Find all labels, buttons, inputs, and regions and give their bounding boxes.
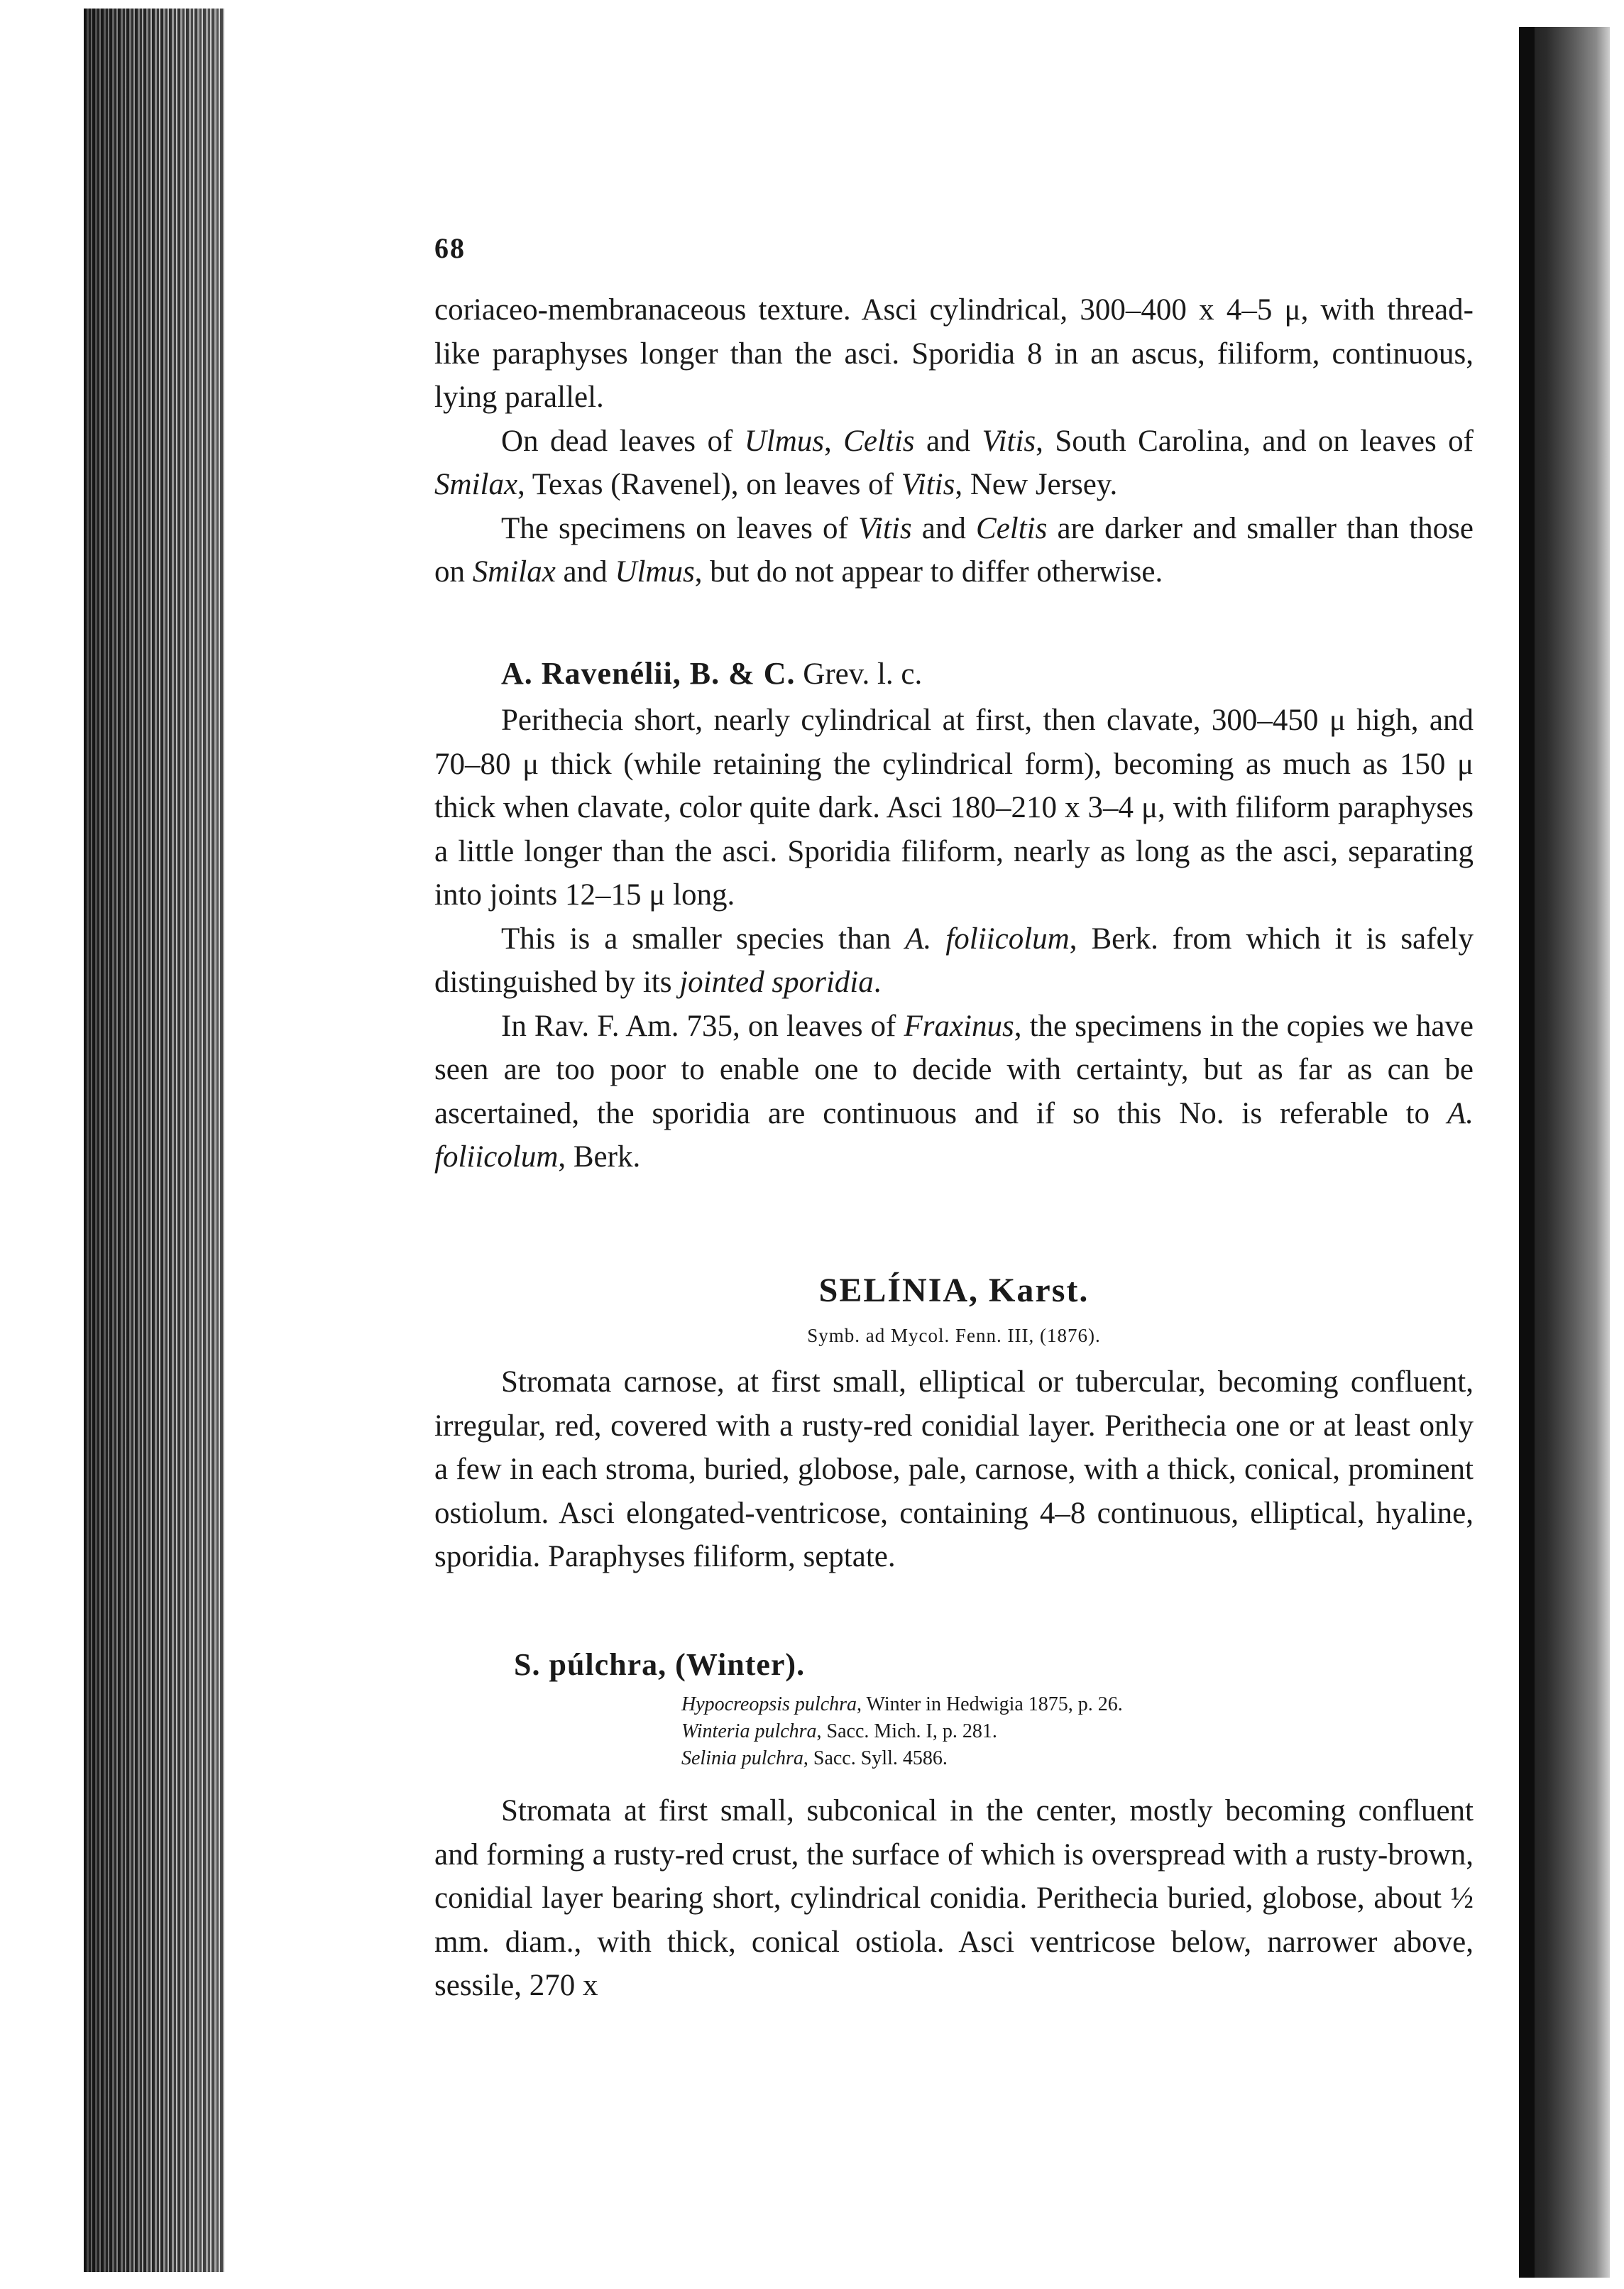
synonym-item: Selinia pulchra, Sacc. Syll. 4586. (681, 1747, 948, 1769)
synonym-item: Hypocreopsis pulchra, Winter in Hedwigia 1875, p. 26. (681, 1693, 1123, 1715)
paragraph-ravenelii-comparison: This is a smaller species than A. foliicolum, Berk. from which it is safely distinguished by its jointed sporidia. (434, 922, 1474, 999)
genus-title: SELÍNIA, Karst. (818, 1272, 1090, 1309)
species-name: A. Ravenélii, B. & C. (501, 656, 796, 691)
text-block-genus-description (434, 1360, 1474, 1579)
species-heading-ravenelii (434, 652, 1474, 696)
paragraph-genus-description: Stromata carnose, at first small, elliptical or tubercular, becoming confluent, irregular, red, covered with a rusty-red conidial layer. Perithecia one or at least only a few in each stroma, buried, globose, pale, carnose, with a thick, conical, prominent ostiolum. Asci elongated-ventricose, containing 4–8 continuous, elliptical, hyaline, sporidia. Paraphyses filiform, septate. (434, 1365, 1474, 1573)
text-block-pulchra (434, 1789, 1474, 2008)
paragraph-remarks: The specimens on leaves of Vitis and Celtis are darker and smaller than those on Smilax and Ulmus, but do not appear to differ otherwise. (434, 511, 1474, 589)
paragraph-ravenelii-specimens: In Rav. F. Am. 735, on leaves of Fraxinus, the specimens in the copies we have seen are too poor to enable one to decide with certainty, but as far as can be ascertained, the sporidia are continuous and if so this No. is referable to A. foliicolum, Berk. (434, 1009, 1474, 1174)
text-block-asterina-continued (434, 288, 1474, 594)
paragraph-pulchra-description: Stromata at first small, subconical in the center, mostly becoming confluent and forming a rusty-red crust, the surface of which is overspread with a rusty-brown, conidial layer bearing short, cylindrical conidia. Perithecia buried, globose, about ½ mm. diam., with thick, conical ostiola. Asci ventricose below, narrower above, sessile, 270 x (434, 1794, 1474, 2002)
species-authority: Grev. l. c. (795, 657, 923, 691)
paragraph-habitat: On dead leaves of Ulmus, Celtis and Vitis, South Carolina, and on leaves of Smilax, Texas (Ravenel), on leaves of Vitis, New Jersey. (434, 424, 1474, 501)
book-edge-shadow (84, 9, 224, 2272)
page-number: 68 (434, 232, 466, 264)
book-cover-gutter (1519, 27, 1535, 2278)
text-block-ravenelii (434, 699, 1474, 1179)
paragraph-ravenelii-description: Perithecia short, nearly cylindrical at first, then clavate, 300–450 μ high, and 70–80 μ thick (while retaining the cylindrical form), becoming as much as 150 μ thick when clavate, color quite dark. Asci 180–210 x 3–4 μ, with filiform paraphyses a little longer than the asci. Sporidia filiform, nearly as long as the asci, separating into joints 12–15 μ long. (434, 704, 1474, 912)
paragraph-description-continued: coriaceo-membranaceous texture. Asci cylindrical, 300–400 x 4–5 μ, with thread-like paraphyses longer than the asci. Sporidia 8 in an ascus, filiform, continuous, lying parallel. (434, 293, 1474, 414)
synonym-item: Winteria pulchra, Sacc. Mich. I, p. 281. (681, 1720, 997, 1742)
species-name: S. púlchra, (Winter). (514, 1647, 806, 1682)
synonym-list (681, 1691, 1123, 1772)
genus-reference: Symb. ad Mycol. Fenn. III, (1876). (807, 1325, 1101, 1346)
species-heading-pulchra (434, 1643, 1474, 1688)
